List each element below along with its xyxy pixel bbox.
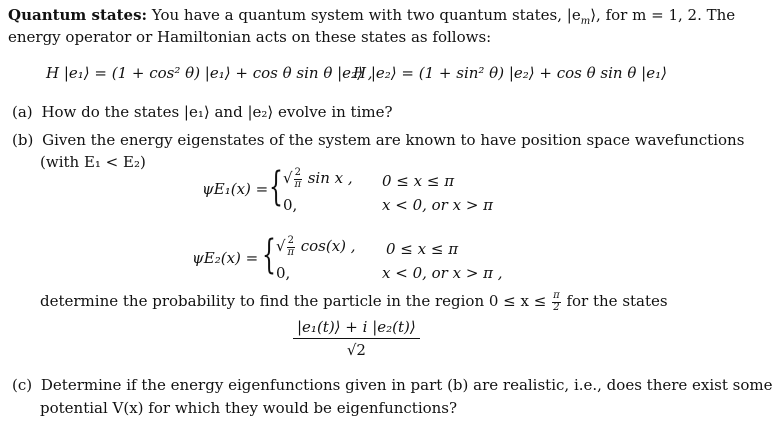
sqrt-icon: √ $\frac{2}{\pi}$: [276, 235, 295, 258]
part-c-label: (c): [12, 376, 33, 394]
part-c-text-1: Determine if the energy eigenfunctions given in part (b) are realistic, i.e., does there exist some: [40, 376, 773, 394]
intro-line-2: energy operator or Hamiltonian acts on these states as follows:: [8, 28, 492, 46]
hamiltonian-eq-1: H |e₁⟩ = (1 + cos² θ) |e₁⟩ + cos θ sin θ |e₂⟩ ,: [46, 64, 373, 82]
probability-text-end: for the states: [566, 292, 668, 310]
probability-text: determine the probability to find the particle in the region 0 ≤ x ≤: [40, 292, 547, 310]
state-denominator: √2: [346, 341, 366, 359]
part-c-line-1: [12, 376, 773, 394]
part-b-line-1: [12, 131, 744, 149]
sqrt-icon: √ $\frac{2}{\pi}$: [283, 167, 302, 190]
part-a-label: (a): [12, 103, 33, 121]
psi-e1-case-1: [283, 168, 353, 190]
psi-e1-case-1-expr: sin x ,: [307, 169, 353, 187]
problem-heading: Quantum states:: [8, 6, 148, 24]
psi-e2-case-2-expr: 0,: [276, 264, 291, 282]
part-b-text-1: Given the energy eigenstates of the system are known to have position space wavefunctions: [42, 131, 745, 149]
psi-e1-case-2-cond: x < 0, or x > π: [382, 196, 494, 214]
psi-e2-case-1: [276, 236, 356, 258]
pi-over-2-fraction: $\frac{\pi}{2}$: [553, 290, 560, 313]
psi-e1-brace: {: [269, 164, 283, 210]
state-numerator: |e₁(t)⟩ + i |e₂(t)⟩: [293, 318, 420, 339]
psi-e2-case-2-cond: x < 0, or x > π ,: [382, 264, 503, 282]
part-c-text-2: potential V(x) for which they would be eigenfunctions?: [40, 399, 458, 417]
part-a: [12, 103, 393, 121]
intro-subscript: m: [580, 16, 591, 27]
probability-line: [40, 291, 668, 313]
part-b-label: (b): [12, 131, 34, 149]
intro-text: You have a quantum system with two quantum states, |e: [151, 6, 581, 24]
psi-e1-case-2-expr: 0,: [283, 196, 298, 214]
psi-e1-case-1-cond: 0 ≤ x ≤ π: [382, 172, 455, 190]
state-fraction: [293, 318, 420, 359]
part-b-text-2: (with E₁ < E₂): [40, 153, 146, 171]
intro-text-end: ⟩, for m = 1, 2. The: [590, 6, 736, 24]
intro-line-1: [8, 6, 735, 28]
hamiltonian-eq-2: H |e₂⟩ = (1 + sin² θ) |e₂⟩ + cos θ sin θ |e₁⟩: [353, 64, 667, 82]
psi-e2-case-1-expr: cos(x) ,: [300, 237, 356, 255]
psi-e2-case-1-cond: 0 ≤ x ≤ π: [386, 240, 459, 258]
psi-e1-lhs: ψE₁(x) =: [202, 180, 269, 198]
psi-e2-lhs: ψE₂(x) =: [192, 249, 259, 267]
part-a-text: How do the states |e₁⟩ and |e₂⟩ evolve in time?: [41, 103, 393, 121]
psi-e2-brace: {: [262, 232, 276, 278]
